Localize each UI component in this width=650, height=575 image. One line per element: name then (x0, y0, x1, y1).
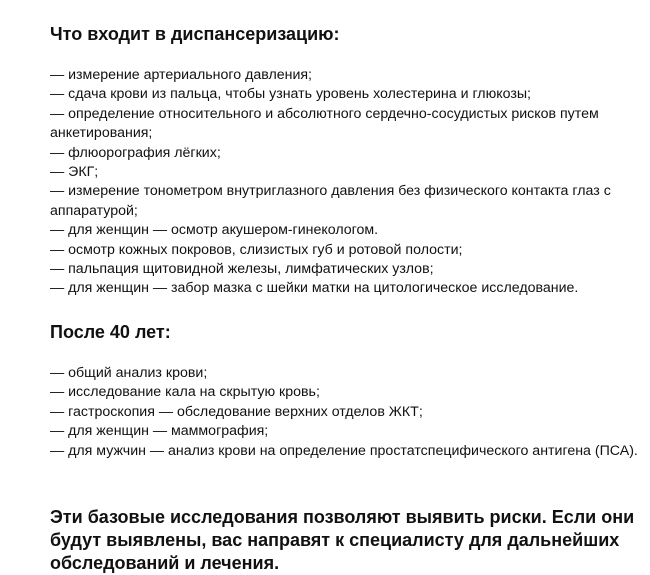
list-item: — измерение артериального давления; (50, 67, 313, 83)
list-item: — общий анализ крови; (50, 365, 208, 381)
list-item: — для мужчин — анализ крови на определение простатспецифического антигена (ПСА). (50, 442, 638, 459)
list-item: — измерение тонометром внутриглазного давления без физического контакта глаз с аппаратурой; (50, 183, 611, 219)
list-item: — ЭКГ; (50, 164, 99, 181)
list-item: — для женщин — маммография; (50, 423, 269, 440)
summary-paragraph: Эти базовые исследования позволяют выявить риски. Если они будут выявлены, вас направят к специалисту для дальнейших обследований и лечения. (50, 507, 635, 573)
list-item: — сдача крови из пальца, чтобы узнать уровень холестерина и глюкозы; (50, 86, 531, 103)
list-item: — определение относительного и абсолютного сердечно-сосудистых рисков путем анкетирования; (50, 105, 599, 142)
list-item: — пальпация щитовидной железы, лимфатических узлов; (50, 261, 434, 278)
list-item: — для женщин — осмотр акушером-гинекологом. (50, 222, 379, 239)
list-item: — исследование кала на скрытую кровь; (50, 384, 320, 401)
checkup-list (50, 66, 640, 299)
section-title-after-40: После 40 лет: (50, 322, 171, 342)
list-item: — осмотр кожных покровов, слизистых губ и ротовой полости; (50, 241, 463, 258)
list-item: — для женщин — забор мазка с шейки матки на цитологическое исследование. (50, 280, 579, 297)
section-title-checkup: Что входит в диспансеризацию: (50, 24, 340, 44)
list-item: — гастроскопия — обследование верхних отделов ЖКТ; (50, 403, 423, 420)
after-40-list (50, 364, 640, 461)
list-item: — флюорография лёгких; (50, 144, 221, 161)
